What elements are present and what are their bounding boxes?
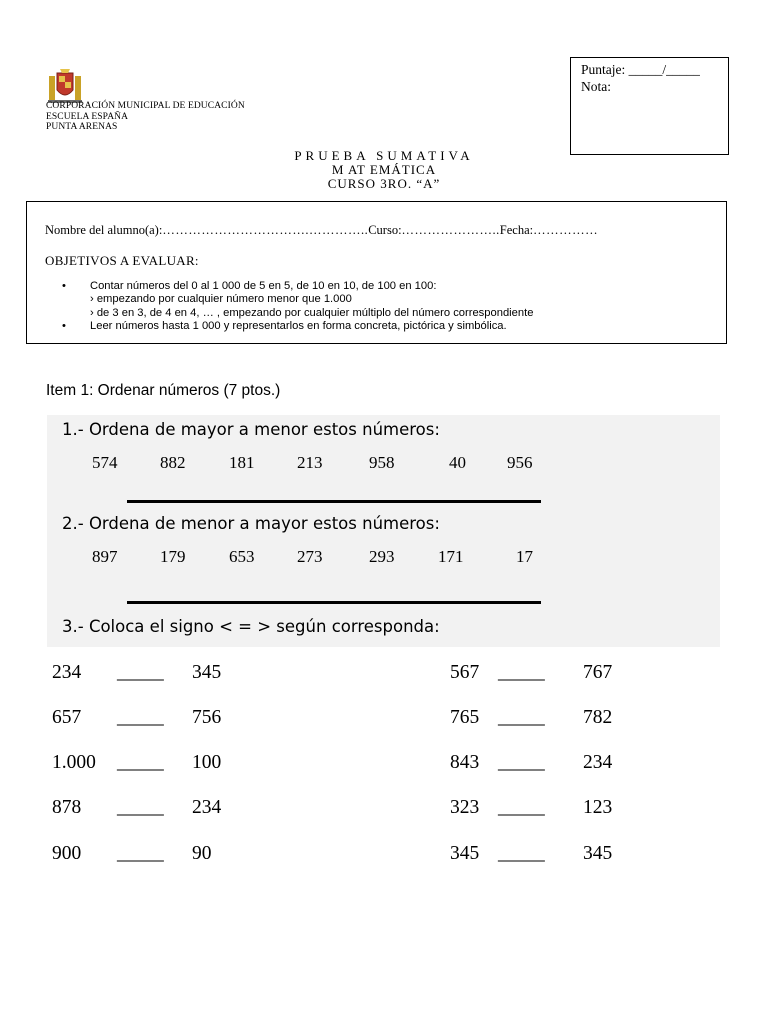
question-2: 2.- Ordena de menor a mayor estos números: — [62, 514, 440, 533]
compare-right-a: 843 — [450, 752, 480, 773]
compare-left-a: 657 — [52, 707, 82, 728]
compare-blank[interactable]: _____ — [498, 843, 545, 864]
q2-number: 17 — [516, 547, 533, 566]
compare-left-a: 1.000 — [52, 752, 96, 773]
objective-item — [60, 320, 700, 333]
compare-right-b: 345 — [583, 843, 613, 864]
compare-blank[interactable]: _____ — [117, 752, 164, 773]
course-field[interactable]: ………………….. — [401, 223, 500, 237]
compare-right-a: 765 — [450, 707, 480, 728]
score-box — [570, 57, 729, 155]
name-label: Nombre del alumno(a): — [45, 223, 163, 237]
item-title: Item 1: Ordenar números (7 ptos.) — [46, 382, 281, 399]
compare-right-b: 767 — [583, 662, 613, 683]
q1-number: 213 — [297, 453, 323, 472]
q2-number: 273 — [297, 547, 323, 566]
objective-text: Contar números del 0 al 1 000 de 5 en 5, de 10 en 10, de 100 en 100: — [90, 280, 437, 292]
objective-item — [60, 280, 700, 320]
compare-right-b: 123 — [583, 797, 613, 818]
date-field[interactable]: …………… — [533, 223, 599, 237]
compare-blank[interactable]: _____ — [117, 843, 164, 864]
objective-subitem: › de 3 en 3, de 4 en 4, … , empezando por cualquier múltiplo del número correspondiente — [90, 306, 534, 319]
compare-blank[interactable]: _____ — [498, 662, 545, 683]
objectives-title: OBJETIVOS A EVALUAR: — [45, 253, 199, 268]
q1-number: 956 — [507, 453, 533, 472]
answer-line-1[interactable] — [127, 500, 541, 503]
bullet: • — [62, 280, 66, 292]
objective-subitem: › empezando por cualquier número menor que 1.000 — [90, 293, 352, 306]
objectives-list — [60, 280, 700, 333]
course-label: Curso: — [368, 223, 402, 237]
compare-blank[interactable]: _____ — [117, 797, 164, 818]
subject-title: M AT EMÁTICA — [331, 162, 437, 177]
question-1: 1.- Ordena de mayor a menor estos números: — [62, 420, 440, 439]
school-line: CORPORACIÓN MUNICIPAL DE EDUCACIÓN — [46, 101, 245, 111]
q1-number: 958 — [369, 453, 395, 472]
q1-number: 181 — [229, 453, 255, 472]
compare-left-b: 100 — [192, 752, 222, 773]
school-line: PUNTA ARENAS — [46, 122, 118, 132]
compare-right-a: 323 — [450, 797, 480, 818]
compare-right-b: 234 — [583, 752, 613, 773]
compare-blank[interactable]: _____ — [117, 707, 164, 728]
test-title: PRUEBA SUMATIVA — [294, 148, 474, 163]
compare-left-b: 90 — [192, 843, 212, 864]
q1-number: 574 — [92, 453, 118, 472]
q2-number: 293 — [369, 547, 395, 566]
grade-label: Nota: — [581, 79, 611, 94]
date-label: Fecha: — [499, 223, 534, 237]
compare-left-b: 756 — [192, 707, 222, 728]
compare-blank[interactable]: _____ — [498, 707, 545, 728]
coat-of-arms-icon — [46, 68, 84, 104]
compare-left-b: 345 — [192, 662, 222, 683]
compare-left-a: 234 — [52, 662, 82, 683]
answer-line-2[interactable] — [127, 601, 541, 604]
compare-right-a: 567 — [450, 662, 480, 683]
q2-number: 171 — [438, 547, 464, 566]
name-field[interactable]: …………………………….………….. — [162, 223, 369, 237]
school-header — [46, 101, 245, 133]
q2-number: 179 — [160, 547, 186, 566]
objective-text: Leer números hasta 1 000 y representarlos en forma concreta, pictórica y simbólica. — [90, 319, 507, 332]
compare-blank[interactable]: _____ — [498, 797, 545, 818]
bullet: • — [62, 319, 66, 332]
question-3: 3.- Coloca el signo < = > según corresponda: — [62, 617, 440, 636]
school-line: ESCUELA ESPAÑA — [46, 111, 129, 122]
course-title: CURSO 3RO. “A” — [327, 176, 441, 191]
q1-number: 882 — [160, 453, 186, 472]
compare-blank[interactable]: _____ — [117, 662, 164, 683]
compare-blank[interactable]: _____ — [498, 752, 545, 773]
score-label: Puntaje: _____/_____ — [581, 62, 700, 77]
student-info-line — [45, 223, 598, 238]
q2-number: 897 — [92, 547, 118, 566]
q1-number: 40 — [449, 453, 466, 472]
compare-right-b: 782 — [583, 707, 613, 728]
compare-left-a: 878 — [52, 797, 82, 818]
compare-left-a: 900 — [52, 843, 82, 864]
q2-number: 653 — [229, 547, 255, 566]
compare-right-a: 345 — [450, 843, 480, 864]
compare-left-b: 234 — [192, 797, 222, 818]
